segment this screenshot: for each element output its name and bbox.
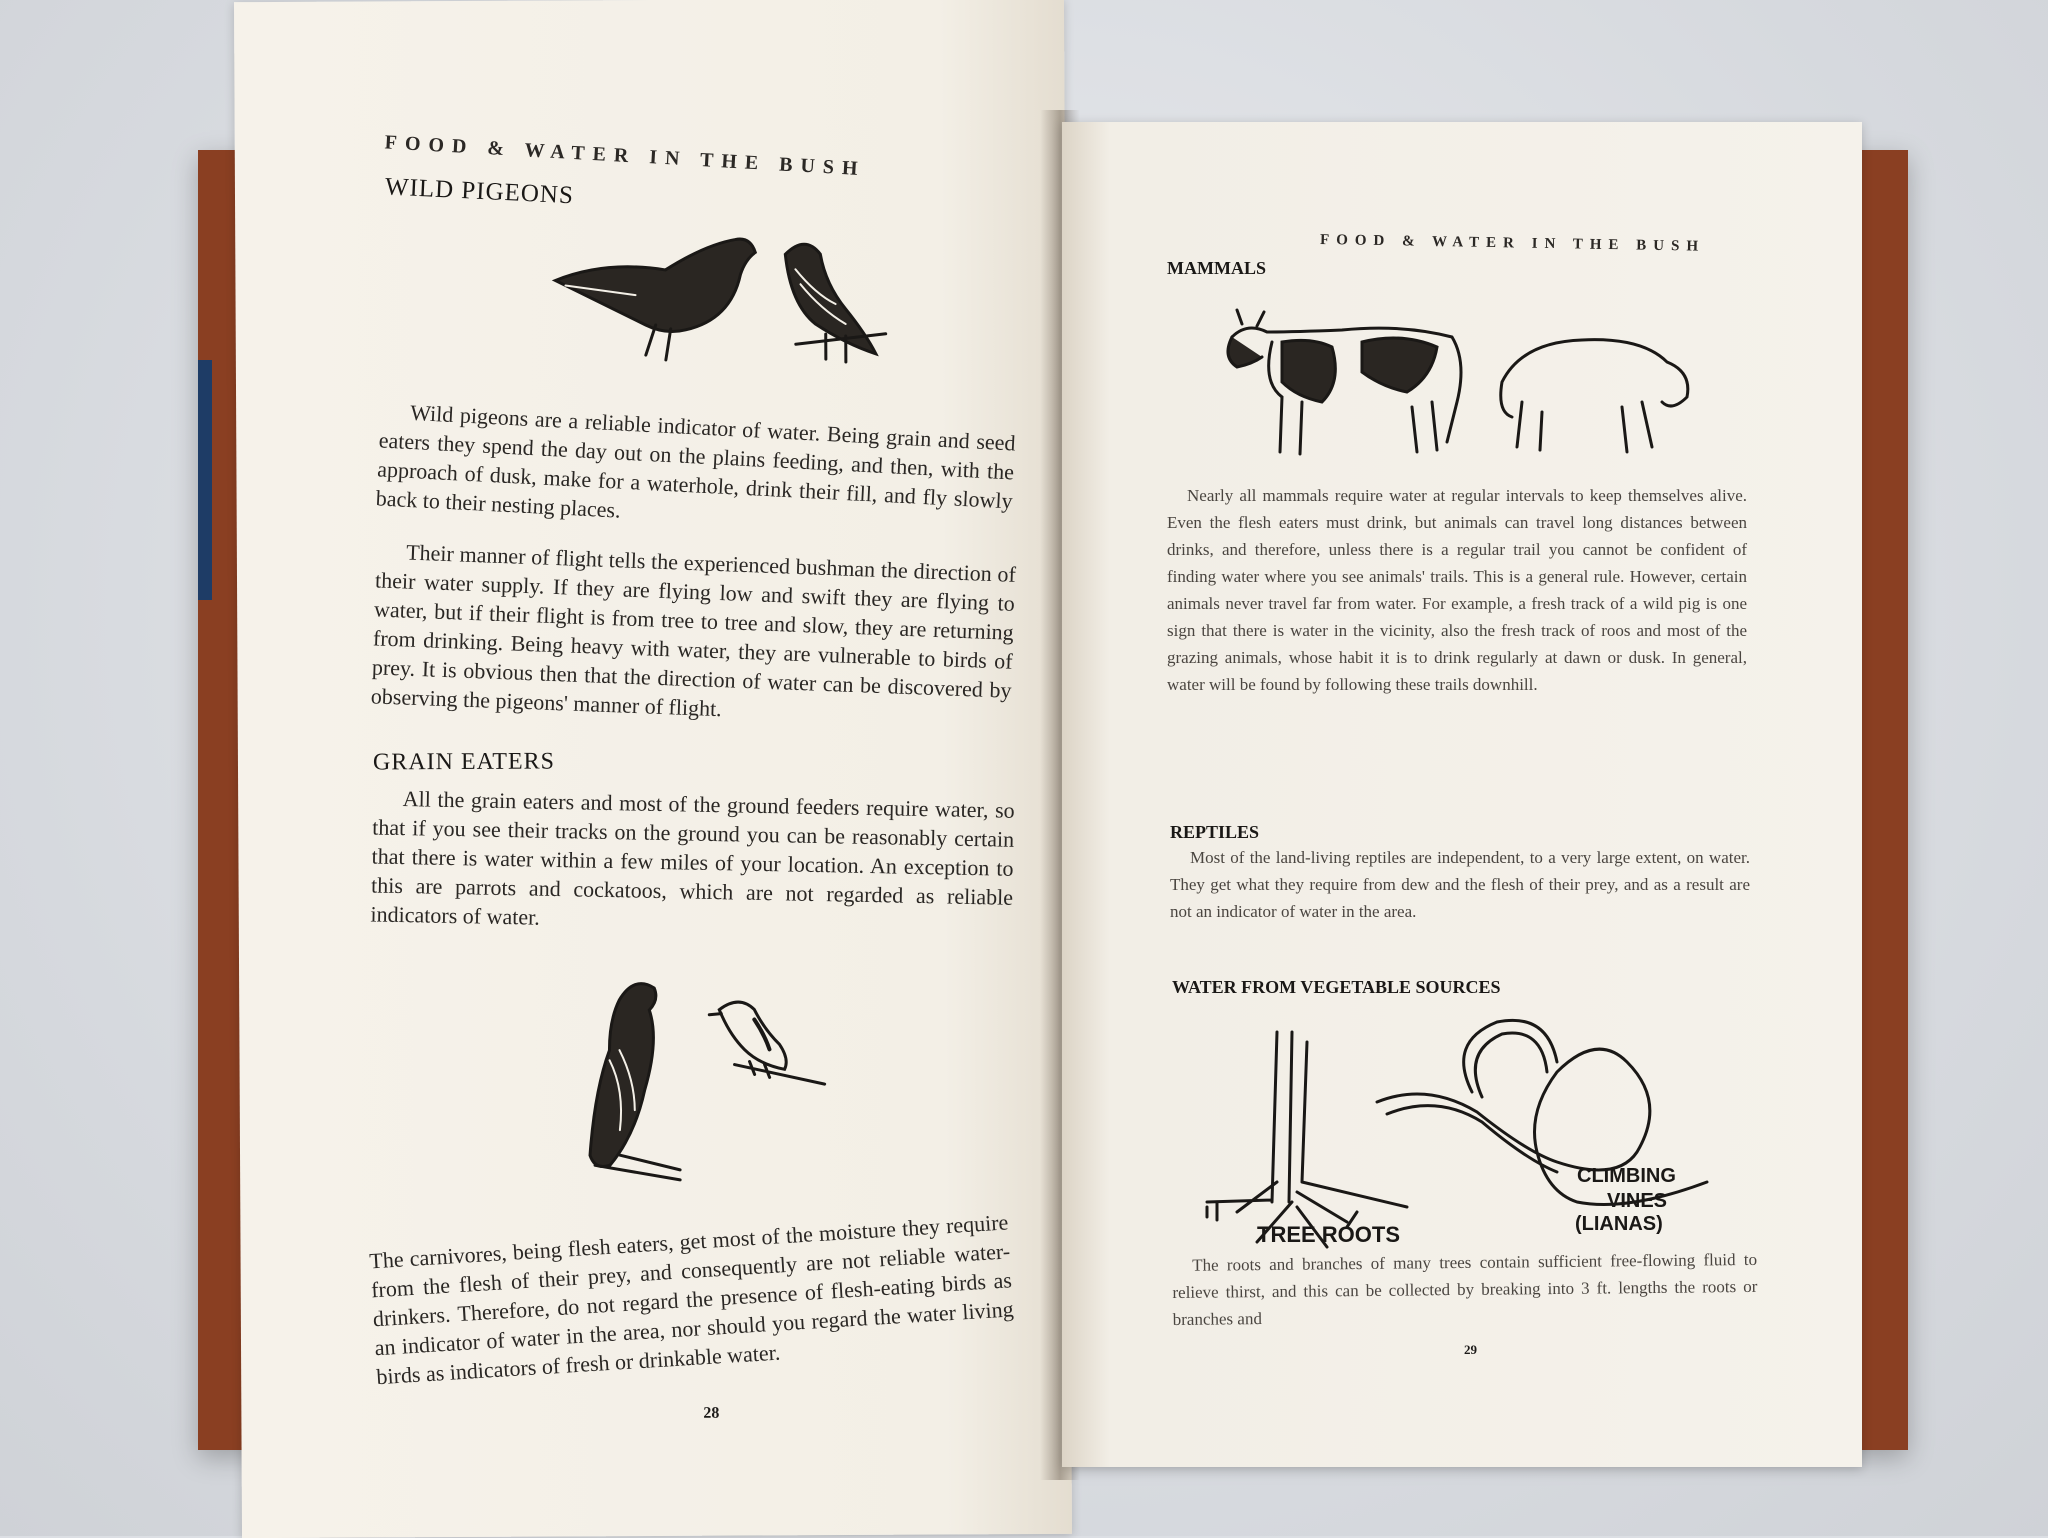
section-heading-water-from-vegetable-sources: WATER FROM VEGETABLE SOURCES [1172, 977, 1501, 997]
paragraph: Their manner of flight tells the experienced bushman the direction of their water supply. If they are flying low and swift they are flying to water, but if their flight is from tree to tree and slow, they are returning from drinking. Being heavy with water, they are vulnerable to birds of prey. It is obvious then that the direction of water can be discovered by observing the pigeons' manner of flight. [370, 539, 1017, 722]
mammals-illustration [1222, 302, 1702, 482]
dust-jacket-edge [198, 360, 212, 600]
paragraph: All the grain eaters and most of the ground feeders require water, so that if you see their tracks on the ground you can be reasonably certain that there is water within a few miles of your location. An exception to this are parrots and cockatoos, which are not regarded as reliable indicators of water. [370, 786, 1015, 930]
page-number: 29 [1464, 1342, 1477, 1357]
roots-and-vines-illustration [1197, 1002, 1737, 1252]
section-heading-mammals: MAMMALS [1167, 258, 1266, 278]
paragraph: Nearly all mammals require water at regular intervals to keep themselves alive. Even the flesh eaters must drink, but animals can travel long distances between drinks, and therefore, unless there is a regular trail you cannot be confident of finding water where you see animals' trails. This is a general rule. However, certain animals never travel far from water. For example, a fresh track of a wild pig is one sign that there is water in the vicinity, also the fresh track of roos and most of the grazing animals, whose habit it is to drink regularly at dawn or dusk. In general, water will be found by following these trails downhill. [1167, 486, 1747, 694]
right-page [1062, 122, 1862, 1467]
section-heading-wild-pigeons: WILD PIGEONS [384, 173, 575, 210]
section-heading-reptiles: REPTILES [1170, 822, 1260, 842]
paragraph: The carnivores, being flesh eaters, get most of the moisture they require from the flesh of their prey, and consequently are not reliable water-drinkers. Therefore, do not regard the presence of flesh-eating birds as an indicator of water in the area, nor should you regard the water living birds as indicators of fresh or drinkable water. [368, 1209, 1015, 1390]
running-head: FOOD & WATER IN THE BUSH [1319, 232, 1706, 255]
paragraph: The roots and branches of many trees contain sufficient free-flowing fluid to relieve thirst, and this can be collected by breaking into 3 ft. lengths the roots or branches and [1172, 1249, 1758, 1329]
running-head: FOOD & WATER IN THE BUSH [384, 131, 867, 181]
label-lianas: (LIANAS) [1575, 1213, 1663, 1235]
birds-of-prey-illustration [549, 969, 850, 1191]
label-tree-roots: TREE ROOTS [1257, 1222, 1401, 1247]
section-heading-grain-eaters: GRAIN EATERS [372, 748, 556, 776]
label-climbing: CLIMBING [1577, 1165, 1676, 1187]
left-page [234, 0, 1072, 1538]
page-number: 28 [703, 1404, 720, 1422]
label-vines: VINES [1607, 1190, 1668, 1212]
paragraph: Wild pigeons are a reliable indicator of water. Being grain and seed eaters they spend the day out on the plains feeding, and then, with the approach of dusk, make for a waterhole, drink their fill, and fly slowly back to their nesting places. [375, 399, 1017, 523]
pigeons-illustration [545, 224, 926, 386]
paragraph: Most of the land-living reptiles are independent, to a very large extent, on water. They get what they require from dew and the flesh of their prey, and as a result are not an indicator of water in the area. [1170, 848, 1750, 921]
